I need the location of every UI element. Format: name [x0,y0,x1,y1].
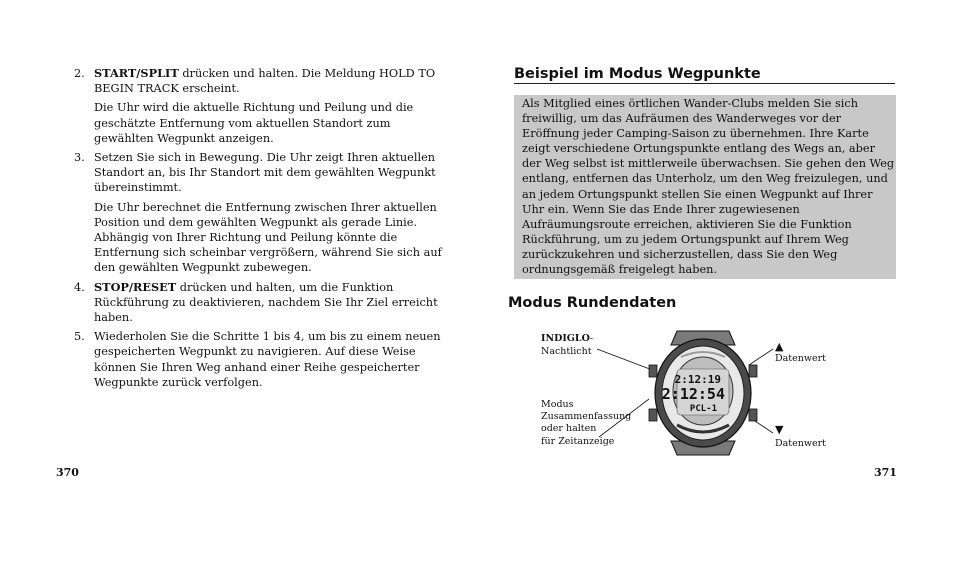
step-2 [74,66,446,146]
step-number: 4. [74,280,85,294]
up-arrow-icon: ▲ [775,340,784,353]
display-line1: 2:12:19 [674,373,721,386]
button-name: STOP/RESET [94,279,177,294]
down-arrow-icon: ▼ [775,423,784,436]
example-text: Als Mitglied eines örtlichen Wander-Clubs melden Sie sich freiwillig, um das Aufräumen des Wanderweges vor der Eröffnung jeder Camping-Saison zu übernehmen. Ihre Karte zeigt verschiedene Ortungspunkte entlang des Wegs an, aber der Weg selbst ist mittlerweile überwachsen. Sie gehen den Weg entlang, entfernen das Unterholz, um den Weg freizulegen, und an jedem Ortungspunkt stellen Sie einen Wegpunkt auf Ihrer Uhr ein. Wenn Sie das Ende Ihrer zugewiesenen Aufräumungsroute erreichen, aktivieren Sie die Funktion Rückführung, um zu jedem Ortungspunkt auf Ihrem Weg zurückzukehren und sicherzustellen, dass Sie den Weg ordnungsgemäß freigelegt haben. [522,97,895,277]
button-name: START/SPLIT [94,66,179,80]
watch-figure [537,325,837,465]
indiglo-label-line2: Nachtlicht [541,346,592,357]
mode-label-line2: Zusammenfassung [541,411,632,422]
example-box [514,95,896,279]
section-heading-lap: Modus Rundendaten [508,295,677,311]
page-number-left: 370 [56,466,79,479]
page-number-right: 371 [874,466,897,479]
step-text: STOP/RESET drücken und halten, um die Funktion Rückführung zu deaktivieren, nachdem Sie Ihr Ziel erreicht haben. [94,279,438,325]
section-heading-example: Beispiel im Modus Wegpunkte [514,66,895,84]
step-detail: Die Uhr wird die aktuelle Richtung und Peilung und die geschätzte Entfernung vom aktuellen Standort zum gewählten Wegpunkt anzeigen. [94,101,414,145]
mode-label-line3: oder halten [541,423,597,434]
right-page [477,0,954,573]
display-line3: PCL-1 [689,404,717,414]
instruction-steps [74,66,446,394]
mode-label-line1: Modus [541,399,574,410]
step-5 [74,329,446,390]
step-text: Wiederholen Sie die Schritte 1 bis 4, um bis zu einem neuen gespeicherten Wegpunkt zu navigieren. Auf diese Weise können Sie Ihren Weg anhand einer Reihe gespeicherter Wegpunkte zurück verfolgen. [94,330,441,389]
down-data-label: Datenwert [775,438,826,449]
indiglo-label: INDIGLO- [541,333,594,344]
step-text: START/SPLIT drücken und halten. Die Meldung HOLD TO BEGIN TRACK erscheint. [94,66,436,96]
step-number: 3. [74,151,85,165]
step-3 [74,150,446,276]
step-number: 2. [74,67,85,80]
display-line2: 2:12:54 [661,385,725,403]
step-text: Setzen Sie sich in Bewegung. Die Uhr zeigt Ihren aktuellen Standort an, bis Ihr Standort mit dem gewählten Wegpunkt übereinstimmt. [94,151,436,195]
watch-icon [647,327,759,459]
mode-label-line4: für Zeitanzeige [541,436,615,447]
step-4 [74,280,446,326]
up-data-label: Datenwert [775,353,826,364]
step-number: 5. [74,330,85,344]
step-detail: Die Uhr berechnet die Entfernung zwischen Ihrer aktuellen Position und dem gewählten Wegpunkt als gerade Linie. Abhängig von Ihrer Richtung und Peilung könnte die Entfernung sich scheinbar vergrößern, während Sie sich auf den gewählten Wegpunkt zubewegen. [94,200,442,275]
